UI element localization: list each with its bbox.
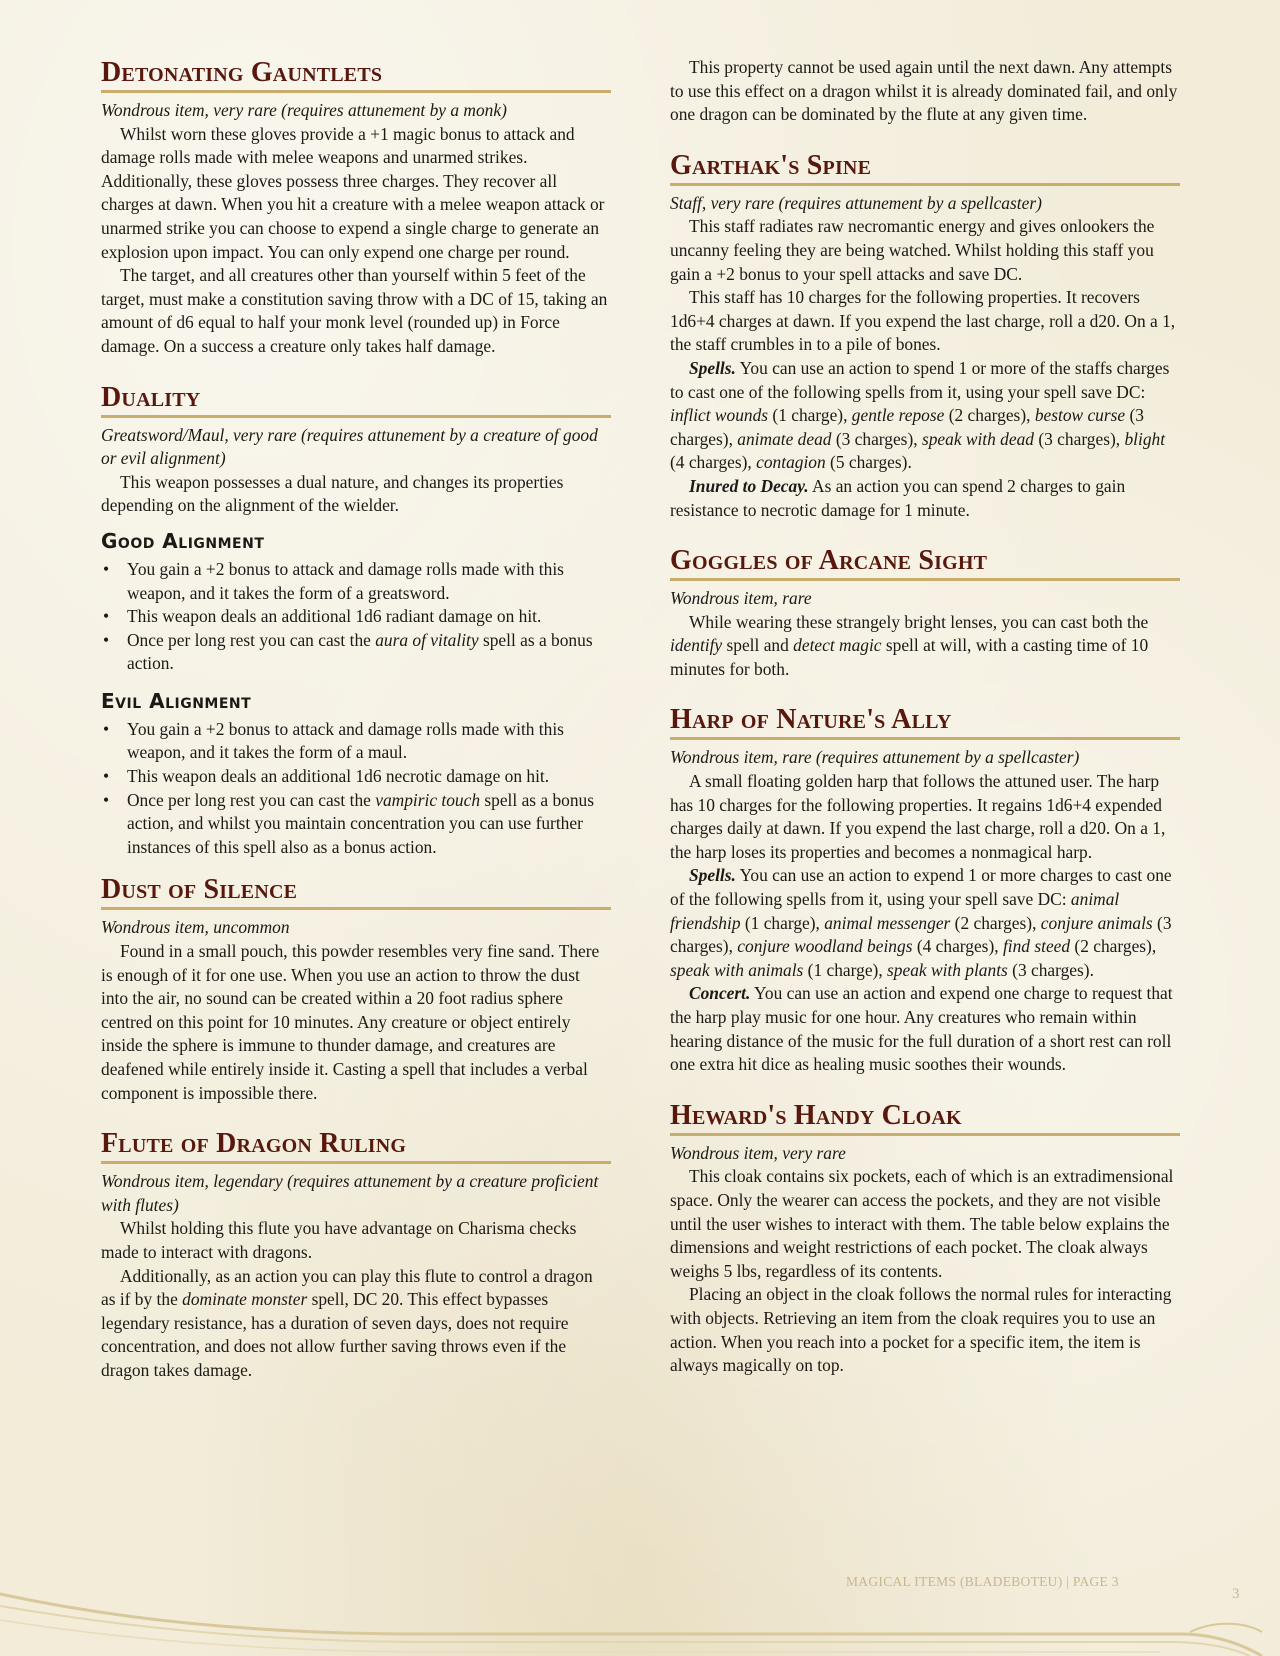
text: (2 charges), — [944, 405, 1035, 426]
paragraph: Placing an object in the cloak follows the normal rules for interacting with objects. Retrieving an item from the cloak requires you to use an action. When you reach into a pocket for a specific item, the item is always magically on top. — [670, 1284, 1172, 1376]
spell-name: find steed — [1002, 936, 1071, 957]
spell-name: animate dead — [737, 428, 832, 449]
text: (1 charge), — [740, 912, 825, 933]
spell-name: vampiric touch — [375, 789, 481, 810]
spell-name: gentle repose — [851, 405, 945, 426]
item-subtitle: Wondrous item, uncommon — [101, 917, 290, 938]
text: You can use an action to expend 1 or more charges to cast one of the following spells from it, using your spell save DC: — [670, 865, 1172, 910]
item-goggles-of-arcane-sight — [670, 544, 1180, 681]
right-column — [670, 56, 1180, 1400]
text: spell, DC 20. This effect bypasses legendary resistance, has a duration of seven days, does not require concentration, and does not allow further saving throws even if the dragon takes damage. — [101, 1289, 569, 1380]
text: You can use an action to spend 1 or more of the staffs charges to cast one of the following spells from it, using your spell save DC: — [670, 357, 1170, 402]
text: Once per long rest you can cast the — [127, 629, 376, 650]
text: Once per long rest you can cast the — [127, 789, 376, 810]
spell-name: conjure woodland beings — [737, 936, 913, 957]
text: Additionally, as an action you can play this flute to control a dragon as if by the — [101, 1265, 593, 1310]
text: You can use an action and expend one charge to request that the harp play music for one hour. Any creatures who remain within hearing distance of the music for the full duration of a short rest can roll one extra hit dice as healing music soothes their wounds. — [670, 983, 1173, 1075]
item-title: Harp of Nature's Ally — [670, 703, 1180, 740]
list-item — [127, 789, 611, 860]
item-subtitle: Wondrous item, legendary (requires attunement by a creature proficient with flutes) — [101, 1171, 599, 1215]
concert-paragraph — [670, 982, 1180, 1076]
concert-label: Concert. — [689, 983, 751, 1004]
paragraph: Found in a small pouch, this powder resembles very fine sand. There is enough of it for one use. When you use an action to throw the dust into the air, no sound can be created within a 20 foot radius sphere centred on this point for 10 minutes. Any creature or object entirely inside the sphere is immune to thunder damage, and creatures are deafened while entirely inside it. Casting a spell that includes a verbal component is impossible there. — [101, 941, 600, 1103]
subsection-heading: Evil Alignment — [101, 688, 252, 713]
item-title: Dust of Silence — [101, 873, 611, 910]
flute-continuation — [670, 56, 1180, 127]
inured-label: Inured to Decay. — [689, 475, 809, 496]
paragraph: Whilst worn these gloves provide a +1 magic bonus to attack and damage rolls made with melee weapons and unarmed strikes. Additionally, these gloves possess three charges. They recover all charges at dawn. When you hit a creature with a melee weapon attack or unarmed strike you can choose to expend a single charge to generate an explosion upon impact. You can only expend one charge per round. — [101, 123, 605, 262]
item-title: Heward's Handy Cloak — [670, 1099, 1180, 1136]
text: spell as a bonus action. — [127, 629, 593, 674]
page-number: 3 — [1232, 1586, 1240, 1602]
spells-label: Spells. — [689, 865, 736, 886]
spell-name: animal friendship — [670, 889, 1120, 933]
spell-name: dominate monster — [182, 1289, 308, 1310]
paragraph: This weapon possesses a dual nature, and changes its properties depending on the alignment of the wielder. — [101, 471, 564, 516]
paragraph — [670, 611, 1180, 682]
spells-paragraph — [670, 864, 1180, 982]
spell-name: bestow curse — [1034, 405, 1126, 426]
spell-name: contagion — [756, 452, 826, 473]
paragraph: Whilst holding this flute you have advantage on Charisma checks made to interact with dragons. — [101, 1218, 577, 1262]
spell-name: inflict wounds — [670, 405, 769, 426]
list-item: • This weapon deals an additional 1d6 necrotic damage on hit. — [127, 765, 611, 789]
spell-name: speak with animals — [670, 959, 804, 980]
item-garthaks-spine — [670, 149, 1180, 522]
spell-name: identify — [670, 635, 723, 656]
paragraph: This property cannot be used again until the next dawn. Any attempts to use this effect on a dragon whilst it is already dominated fail, and only one dragon can be dominated by the flute at any given time. — [670, 57, 1178, 125]
item-detonating-gauntlets — [101, 56, 611, 359]
text: (5 charges). — [825, 452, 912, 473]
text: While wearing these strangely bright lenses, you can cast both the — [689, 611, 1149, 632]
spell-name: detect magic — [793, 635, 882, 656]
text: As an action you can spend 2 charges to gain resistance to necrotic damage for 1 minute. — [670, 475, 1126, 520]
text: spell as a bonus action, and whilst you maintain concentration you can use further instances of this spell also as a bonus action. — [127, 789, 595, 857]
subsection-heading: Good Alignment — [101, 528, 265, 553]
paragraph: The target, and all creatures other than yourself within 5 feet of the target, must make a constitution saving throw with a DC of 15, taking an amount of d6 equal to half your monk level (rounded up) in Force damage. On a success a creature only takes half damage. — [101, 265, 608, 356]
evil-alignment-list — [101, 718, 611, 860]
text: spell at will, with a casting time of 10 minutes for both. — [670, 635, 1149, 679]
list-item — [127, 629, 611, 676]
text: (1 charge), — [768, 405, 852, 426]
good-alignment-list — [101, 558, 611, 676]
item-hewards-handy-cloak — [670, 1099, 1180, 1378]
item-flute-of-dragon-ruling — [101, 1127, 611, 1382]
text: (4 charges), — [912, 936, 1003, 957]
item-harp-of-natures-ally — [670, 703, 1180, 1076]
spell-name: speak with dead — [921, 428, 1034, 449]
spell-name: animal messenger — [824, 912, 951, 933]
text: (1 charge), — [803, 959, 888, 980]
page-footer: MAGICAL ITEMS (BLADEBOTEU) | PAGE 3 — [846, 1574, 1119, 1589]
spell-name: conjure animals — [1040, 912, 1153, 933]
item-title: Detonating Gauntlets — [101, 56, 611, 93]
text: spell and — [722, 635, 794, 656]
text: (2 charges), — [950, 912, 1041, 933]
spell-name: speak with plants — [887, 959, 1008, 980]
inured-paragraph — [670, 475, 1180, 522]
text: (3 charges), — [670, 405, 1144, 449]
paragraph: A small floating golden harp that follows the attuned user. The harp has 10 charges for the following properties. It regains 1d6+4 expended charges daily at dawn. If you expend the last charge, roll a d20. On a 1, the harp loses its properties and becomes a nonmagical harp. — [670, 771, 1166, 862]
spells-paragraph — [670, 357, 1180, 475]
text: (3 charges). — [1007, 959, 1094, 980]
spells-label: Spells. — [689, 357, 736, 378]
item-subtitle: Wondrous item, rare — [670, 588, 812, 609]
item-subtitle: Wondrous item, very rare — [670, 1142, 846, 1163]
paragraph: This staff has 10 charges for the following properties. It recovers 1d6+4 charges at dawn. If you expend the last charge, roll a d20. On a 1, the staff crumbles in to a pile of bones. — [670, 287, 1176, 355]
spell-name: blight — [1124, 428, 1166, 449]
text: (4 charges), — [670, 452, 757, 473]
item-title: Garthak's Spine — [670, 149, 1180, 186]
paragraph: This staff radiates raw necromantic energy and gives onlookers the uncanny feeling they are being watched. Whilst holding this staff you gain a +2 bonus to your spell attacks and save DC. — [670, 216, 1155, 284]
item-subtitle: Staff, very rare (requires attunement by a spellcaster) — [670, 192, 1042, 213]
item-subtitle: Greatsword/Maul, very rare (requires attunement by a creature of good or evil alignment) — [101, 424, 598, 469]
spell-name: aura of vitality — [375, 629, 479, 650]
item-duality — [101, 381, 611, 860]
list-item: • This weapon deals an additional 1d6 radiant damage on hit. — [127, 605, 611, 629]
item-title: Duality — [101, 381, 611, 418]
paragraph: This cloak contains six pockets, each of which is an extradimensional space. Only the wearer can access the pockets, and they are not visible until the user wishes to interact with them. The table below explains the dimensions and weight restrictions of each pocket. The cloak always weighs 5 lbs, regardless of its contents. — [670, 1166, 1174, 1281]
item-subtitle: Wondrous item, very rare (requires attunement by a monk) — [101, 100, 507, 120]
item-title: Flute of Dragon Ruling — [101, 1127, 611, 1164]
text: (3 charges), — [1034, 428, 1125, 449]
paragraph — [101, 1265, 611, 1383]
left-column — [101, 56, 611, 1405]
text: (3 charges), — [670, 912, 1172, 957]
item-subtitle: Wondrous item, rare (requires attunement by a spellcaster) — [670, 747, 1080, 768]
list-item: • You gain a +2 bonus to attack and damage rolls made with this weapon, and it takes the form of a greatsword. — [127, 558, 611, 605]
text: (3 charges), — [831, 428, 922, 449]
item-dust-of-silence — [101, 873, 611, 1105]
list-item: • You gain a +2 bonus to attack and damage rolls made with this weapon, and it takes the form of a maul. — [127, 718, 611, 765]
text: (2 charges), — [1070, 936, 1157, 957]
item-title: Goggles of Arcane Sight — [670, 544, 1180, 581]
